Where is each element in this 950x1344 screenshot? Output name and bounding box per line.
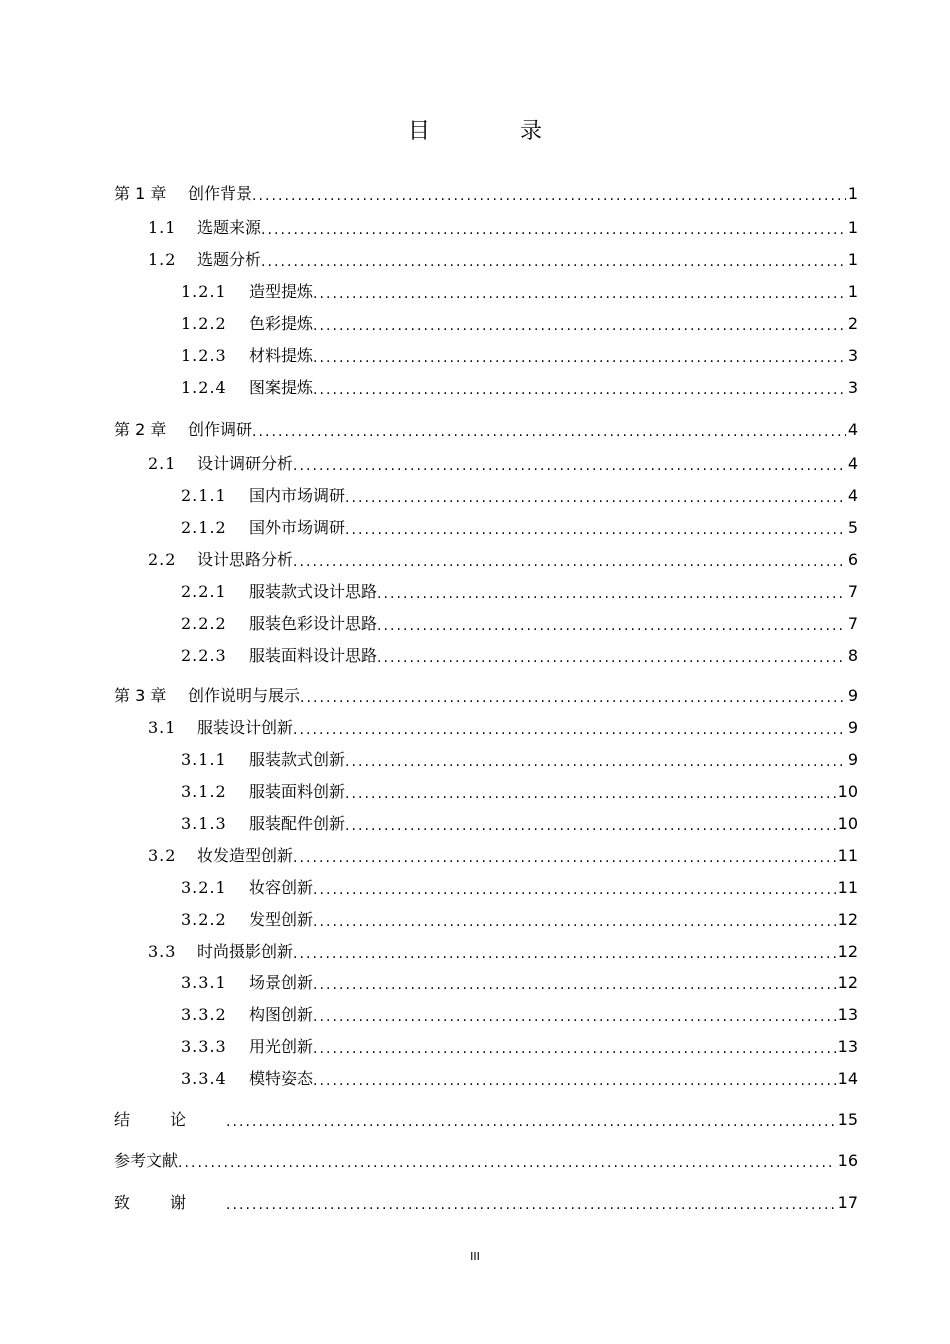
toc-entry-number: 2.2.1 xyxy=(181,582,227,601)
toc-entry[interactable] xyxy=(148,452,858,476)
toc-entry[interactable] xyxy=(148,940,858,964)
toc-entry-page: 1 xyxy=(847,184,858,203)
toc-entry-number: 2.1.2 xyxy=(181,518,227,537)
toc-dot-leader xyxy=(377,644,846,668)
toc-entry-title: 参考文献 xyxy=(114,1151,179,1170)
toc-entry[interactable] xyxy=(181,376,858,400)
toc-entry-number: 第 2 章 xyxy=(114,420,167,439)
toc-entry-title: 国内市场调研 xyxy=(249,486,346,505)
toc-entry-page: 7 xyxy=(847,582,858,601)
toc-entry-page: 3 xyxy=(847,346,858,365)
toc-entry-title: 发型创新 xyxy=(249,910,314,929)
toc-entry-page: 1 xyxy=(847,250,858,269)
toc-dot-leader xyxy=(313,908,836,932)
toc-entry-number: 1.2.1 xyxy=(181,282,227,301)
toc-entry-page: 17 xyxy=(837,1193,858,1212)
toc-dot-leader xyxy=(377,580,846,604)
toc-entry[interactable] xyxy=(181,612,858,636)
toc-dot-leader xyxy=(345,780,836,804)
toc-entry-title: 服装面料设计思路 xyxy=(249,646,378,665)
toc-entry-page: 4 xyxy=(847,486,858,505)
toc-entry-number: 3.3 xyxy=(148,942,177,961)
toc-entry[interactable] xyxy=(181,644,858,668)
toc-entry-title: 服装色彩设计思路 xyxy=(249,614,378,633)
toc-entry-title: 时尚摄影创新 xyxy=(197,942,294,961)
toc-entry-page: 9 xyxy=(847,750,858,769)
toc-entry-title: 选题分析 xyxy=(197,250,262,269)
toc-dot-leader xyxy=(313,1003,836,1027)
toc-entry-number: 3.1.3 xyxy=(181,814,227,833)
toc-entry-page: 9 xyxy=(847,718,858,737)
toc-entry[interactable] xyxy=(181,876,858,900)
toc-dot-leader xyxy=(313,1067,836,1091)
toc-entry-number: 第 3 章 xyxy=(114,686,167,705)
toc-entry-title: 设计调研分析 xyxy=(197,454,294,473)
toc-entry-title: 创作说明与展示 xyxy=(188,686,301,705)
toc-dot-leader xyxy=(226,1108,836,1132)
toc-entry-page: 11 xyxy=(837,878,858,897)
toc-entry-title: 构图创新 xyxy=(249,1005,314,1024)
toc-entry-page: 1 xyxy=(847,218,858,237)
toc-entry-number: 1.2.4 xyxy=(181,378,227,397)
toc-entry-number: 3.1 xyxy=(148,718,177,737)
toc-entry-page: 10 xyxy=(837,814,858,833)
toc-entry-number: 1.2 xyxy=(148,250,177,269)
toc-entry[interactable] xyxy=(181,344,858,368)
toc-entry-page: 8 xyxy=(847,646,858,665)
toc-dot-leader xyxy=(345,516,846,540)
toc-dot-leader xyxy=(313,312,846,336)
toc-entry-title: 服装设计创新 xyxy=(197,718,294,737)
toc-entry-title: 妆容创新 xyxy=(249,878,314,897)
toc-dot-leader xyxy=(313,1035,836,1059)
toc-dot-leader xyxy=(293,844,836,868)
toc-entry-page: 10 xyxy=(837,782,858,801)
toc-entry-page: 5 xyxy=(847,518,858,537)
toc-entry-page: 2 xyxy=(847,314,858,333)
toc-entry-number: 3.3.4 xyxy=(181,1069,227,1088)
toc-entry-number: 3.3.2 xyxy=(181,1005,227,1024)
toc-entry-title: 设计思路分析 xyxy=(197,550,294,569)
toc-entry-title: 选题来源 xyxy=(197,218,262,237)
toc-dot-leader xyxy=(293,940,836,964)
toc-dot-leader xyxy=(313,971,836,995)
page-title: 目 录 xyxy=(407,119,576,144)
toc-entry-number: 2.2 xyxy=(148,550,177,569)
toc-entry-title: 色彩提炼 xyxy=(249,314,314,333)
toc-entry-number: 3.1.2 xyxy=(181,782,227,801)
toc-entry-number: 3.3.1 xyxy=(181,973,227,992)
toc-entry[interactable] xyxy=(114,684,858,708)
toc-entry-title: 图案提炼 xyxy=(249,378,314,397)
toc-entry[interactable] xyxy=(148,844,858,868)
toc-entry-title: 结论 xyxy=(114,1110,227,1129)
toc-entry[interactable] xyxy=(148,716,858,740)
toc-dot-leader xyxy=(252,418,846,442)
toc-dot-leader xyxy=(300,684,846,708)
toc-entry-title: 模特姿态 xyxy=(249,1069,314,1088)
toc-entry[interactable] xyxy=(114,1108,858,1132)
toc-dot-leader xyxy=(261,248,846,272)
toc-entry-title: 服装款式设计思路 xyxy=(249,582,378,601)
toc-entry-page: 11 xyxy=(837,846,858,865)
toc-entry-number: 3.2.1 xyxy=(181,878,227,897)
toc-entry-title: 服装面料创新 xyxy=(249,782,346,801)
toc-entry-number: 1.2.3 xyxy=(181,346,227,365)
toc-entry[interactable] xyxy=(181,516,858,540)
toc-entry[interactable] xyxy=(114,418,858,442)
toc-entry-page: 13 xyxy=(837,1037,858,1056)
toc-entry[interactable] xyxy=(181,812,858,836)
toc-entry-page: 1 xyxy=(847,282,858,301)
toc-dot-leader xyxy=(377,612,846,636)
toc-entry-title: 场景创新 xyxy=(249,973,314,992)
toc-entry-title: 创作背景 xyxy=(188,184,253,203)
toc-entry-page: 4 xyxy=(847,454,858,473)
toc-entry-title: 致谢 xyxy=(114,1193,227,1212)
toc-entry[interactable] xyxy=(181,748,858,772)
toc-entry-title: 材料提炼 xyxy=(249,346,314,365)
toc-entry-page: 4 xyxy=(847,420,858,439)
toc-entry-page: 9 xyxy=(847,686,858,705)
toc-entry-page: 16 xyxy=(837,1151,858,1170)
toc-entry-page: 3 xyxy=(847,378,858,397)
toc-dot-leader xyxy=(293,716,846,740)
toc-entry[interactable] xyxy=(181,971,858,995)
toc-entry-title: 国外市场调研 xyxy=(249,518,346,537)
toc-entry-title: 服装配件创新 xyxy=(249,814,346,833)
toc-entry-number: 3.3.3 xyxy=(181,1037,227,1056)
toc-dot-leader xyxy=(313,876,836,900)
toc-entry-number: 2.2.2 xyxy=(181,614,227,633)
toc-entry[interactable] xyxy=(181,1067,858,1091)
toc-entry-title: 妆发造型创新 xyxy=(197,846,294,865)
toc-entry-number: 1.1 xyxy=(148,218,177,237)
toc-dot-leader xyxy=(313,280,846,304)
toc-dot-leader xyxy=(293,452,846,476)
toc-dot-leader xyxy=(252,182,846,206)
toc-entry[interactable] xyxy=(114,182,858,206)
toc-entry-page: 13 xyxy=(837,1005,858,1024)
toc-entry[interactable] xyxy=(181,484,858,508)
toc-entry[interactable] xyxy=(114,1149,858,1173)
toc-entry-page: 15 xyxy=(837,1110,858,1129)
toc-entry-number: 2.2.3 xyxy=(181,646,227,665)
toc-entry[interactable] xyxy=(181,780,858,804)
toc-entry-title: 创作调研 xyxy=(188,420,253,439)
toc-entry[interactable] xyxy=(148,216,858,240)
toc-entry-number: 3.2.2 xyxy=(181,910,227,929)
toc-dot-leader xyxy=(178,1149,836,1173)
toc-dot-leader xyxy=(293,548,846,572)
toc-entry-page: 12 xyxy=(837,942,858,961)
toc-entry[interactable] xyxy=(181,580,858,604)
toc-entry[interactable] xyxy=(181,908,858,932)
toc-entry-number: 2.1 xyxy=(148,454,177,473)
toc-entry-number: 3.2 xyxy=(148,846,177,865)
toc-dot-leader xyxy=(261,216,846,240)
toc-dot-leader xyxy=(313,376,846,400)
toc-entry[interactable] xyxy=(148,248,858,272)
toc-entry-title: 用光创新 xyxy=(249,1037,314,1056)
toc-entry-title: 造型提炼 xyxy=(249,282,314,301)
toc-dot-leader xyxy=(226,1191,836,1215)
toc-entry-number: 3.1.1 xyxy=(181,750,227,769)
toc-entry[interactable] xyxy=(148,548,858,572)
toc-entry[interactable] xyxy=(181,1003,858,1027)
toc-entry[interactable] xyxy=(181,280,858,304)
toc-dot-leader xyxy=(313,344,846,368)
toc-entry-page: 12 xyxy=(837,910,858,929)
toc-entry-title: 服装款式创新 xyxy=(249,750,346,769)
toc-dot-leader xyxy=(345,484,846,508)
toc-entry[interactable] xyxy=(114,1191,858,1215)
toc-entry-number: 第 1 章 xyxy=(114,184,167,203)
toc-entry-page: 14 xyxy=(837,1069,858,1088)
toc-dot-leader xyxy=(345,748,846,772)
toc-entry-number: 2.1.1 xyxy=(181,486,227,505)
toc-entry-page: 7 xyxy=(847,614,858,633)
toc-entry-number: 1.2.2 xyxy=(181,314,227,333)
toc-entry[interactable] xyxy=(181,1035,858,1059)
toc-entry-page: 12 xyxy=(837,973,858,992)
toc-entry-page: 6 xyxy=(847,550,858,569)
toc-dot-leader xyxy=(345,812,836,836)
page-number-footer: III xyxy=(470,1250,480,1263)
toc-entry[interactable] xyxy=(181,312,858,336)
